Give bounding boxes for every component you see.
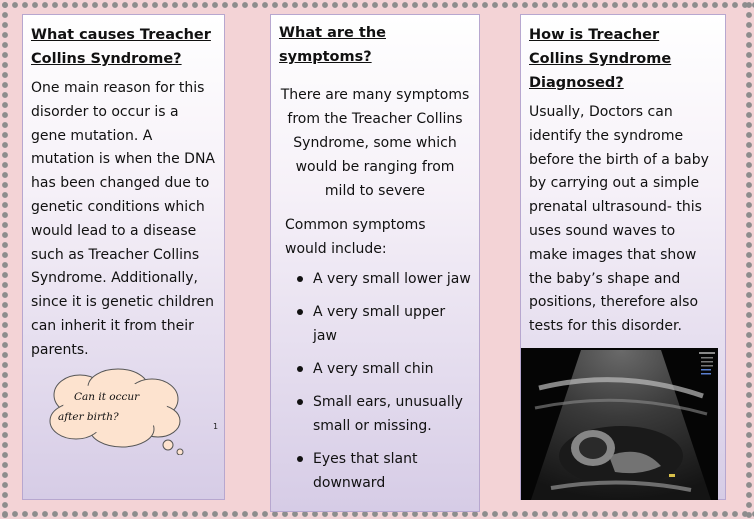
middle-intro-text: There are many symptoms from the Treacher Collins Syndrome, some which would be ranging from mild to severe [280,87,470,199]
ultrasound-image [521,348,718,500]
symptom-text: Small ears, unusually small or missing. [313,394,463,434]
decorative-border-left [0,0,10,519]
middle-panel [270,14,480,512]
list-item [279,390,471,438]
bullet-icon [297,309,303,315]
middle-common-intro: Common symptoms would include: [285,217,426,257]
bullet-icon [297,456,303,462]
left-body-text: One main reason for this disorder to occur is a gene mutation. A mutation is when the DNA has been changed due to genetic conditions which would lead to a disease such as Treacher Collins Syndrome. Additionally, since it is genetic children can inherit it from their parents. [31,80,215,358]
decorative-border-right [744,0,754,519]
left-heading: What causes Treacher Collins Syndrome? [31,27,211,67]
symptom-text: A very small chin [313,361,434,377]
thought-cloud-line-2: after birth? [58,411,119,423]
right-body-text: Usually, Doctors can identify the syndrome before the birth of a baby by carrying out a simple prenatal ultrasound- this uses sound waves to make images that show the baby’s shape and positions, therefore also tests for this disorder. [529,104,709,335]
symptom-text: A very small lower jaw [313,271,471,287]
bullet-icon [297,399,303,405]
list-item [279,300,471,348]
thought-cloud-line-1: Can it occur [74,391,140,403]
right-heading: How is Treacher Collins Syndrome Diagnosed? [529,27,672,91]
bullet-icon [297,276,303,282]
middle-heading: What are the symptoms? [279,25,386,65]
symptom-text: A very small upper jaw [313,304,446,344]
list-item [279,357,471,381]
decorative-border-top [0,0,754,10]
symptom-list [279,267,471,495]
list-item [279,267,471,291]
thought-cloud-icon [40,365,190,455]
list-item [279,447,471,495]
symptom-text: Eyes that slant downward [313,451,418,491]
page-number: 1 [213,422,219,431]
bullet-icon [297,366,303,372]
